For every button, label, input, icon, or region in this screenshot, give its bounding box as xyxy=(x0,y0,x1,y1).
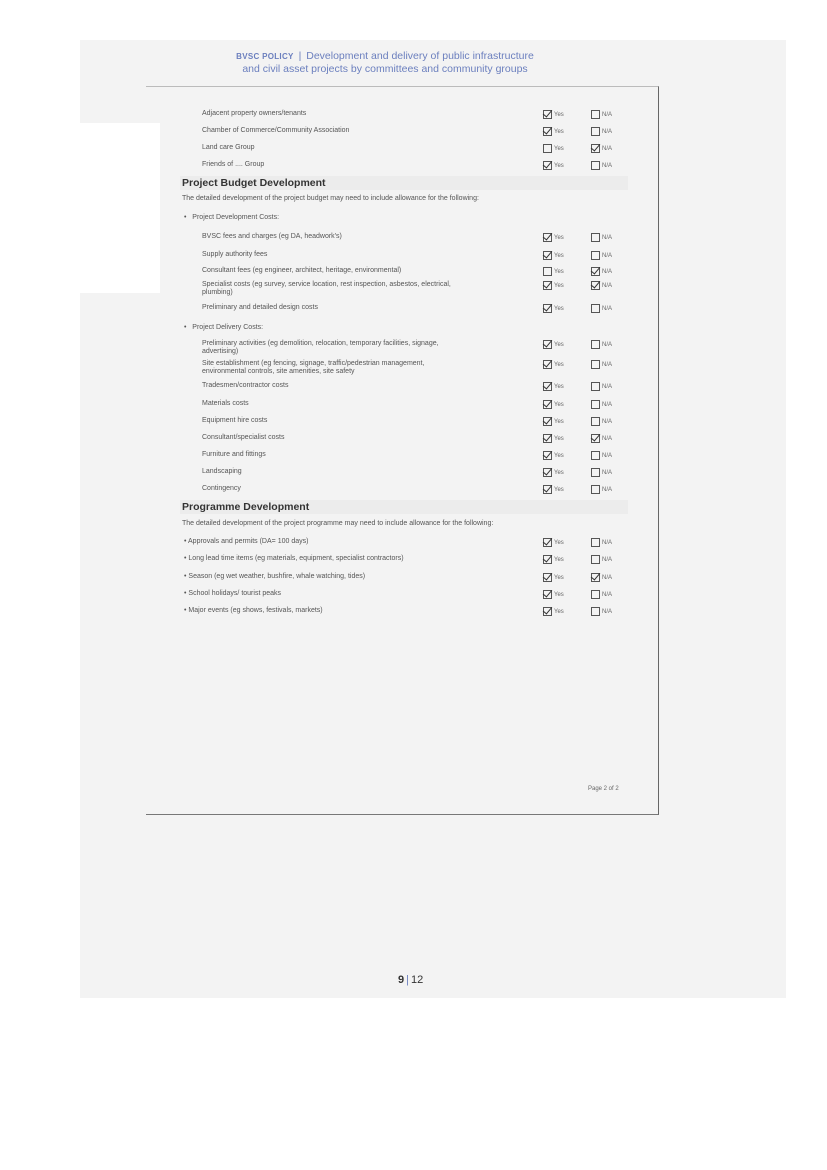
checkbox-box[interactable] xyxy=(543,144,552,153)
row-label xyxy=(184,607,323,615)
row-label-text: Preliminary and detailed design costs xyxy=(202,304,318,311)
na-label: N/A xyxy=(602,487,613,494)
row-label-text: Landscaping xyxy=(202,468,242,475)
na-label: N/A xyxy=(602,384,613,391)
checkbox-box[interactable] xyxy=(591,267,600,276)
checkbox-box[interactable] xyxy=(543,110,552,119)
checkbox-box[interactable] xyxy=(591,538,600,547)
checkbox-box[interactable] xyxy=(543,590,552,599)
yes-label: Yes xyxy=(554,540,564,547)
na-label: N/A xyxy=(602,402,613,409)
checkbox-box[interactable] xyxy=(591,400,600,409)
na-label: N/A xyxy=(602,609,613,616)
na-checkbox[interactable] xyxy=(591,127,612,136)
section-heading-budget: Project Budget Development xyxy=(180,176,628,190)
row-label xyxy=(202,267,401,275)
checkbox-box[interactable] xyxy=(543,468,552,477)
yes-label: Yes xyxy=(554,436,564,443)
yes-checkbox[interactable] xyxy=(543,485,564,494)
delivery-costs-heading: • Project Delivery Costs: xyxy=(184,324,264,331)
dev-costs-heading: • Project Development Costs: xyxy=(184,214,280,221)
na-checkbox[interactable] xyxy=(591,267,612,276)
row-label-text: Tradesmen/contractor costs xyxy=(202,382,289,389)
checkbox-box[interactable] xyxy=(591,607,600,616)
yes-label: Yes xyxy=(554,487,564,494)
yes-checkbox[interactable] xyxy=(543,451,564,460)
yes-checkbox[interactable] xyxy=(543,267,564,276)
row-label-text: School holidays/ tourist peaks xyxy=(188,590,282,597)
na-checkbox[interactable] xyxy=(591,538,612,547)
checkbox-box[interactable] xyxy=(591,161,600,170)
na-checkbox[interactable] xyxy=(591,340,612,349)
row-label xyxy=(202,382,289,390)
na-checkbox[interactable] xyxy=(591,555,612,564)
row-label-text-line2: environmental controls, site amenities, site safety xyxy=(202,368,355,375)
checkbox-box[interactable] xyxy=(543,485,552,494)
yes-checkbox[interactable] xyxy=(543,233,564,242)
row-label xyxy=(202,451,266,459)
yes-checkbox[interactable] xyxy=(543,340,564,349)
na-checkbox[interactable] xyxy=(591,573,612,582)
na-label: N/A xyxy=(602,540,613,547)
yes-checkbox[interactable] xyxy=(543,573,564,582)
yes-checkbox[interactable] xyxy=(543,281,564,290)
na-checkbox[interactable] xyxy=(591,281,612,290)
row-label-text: Approvals and permits (DA= 100 days) xyxy=(188,538,309,545)
checkbox-box[interactable] xyxy=(591,144,600,153)
row-label xyxy=(202,110,306,118)
na-label: N/A xyxy=(602,146,613,153)
checkbox-box[interactable] xyxy=(543,607,552,616)
yes-checkbox[interactable] xyxy=(543,382,564,391)
na-checkbox[interactable] xyxy=(591,144,612,153)
na-label: N/A xyxy=(602,557,613,564)
row-label xyxy=(184,590,281,598)
na-label: N/A xyxy=(602,470,613,477)
row-label-text: Long lead time items (eg materials, equipment, specialist contractors) xyxy=(188,555,404,562)
na-checkbox[interactable] xyxy=(591,607,612,616)
row-label xyxy=(202,468,242,476)
yes-label: Yes xyxy=(554,592,564,599)
checkbox-box[interactable] xyxy=(591,360,600,369)
row-label xyxy=(202,127,349,135)
na-checkbox[interactable] xyxy=(591,360,612,369)
checkbox-box[interactable] xyxy=(543,267,552,276)
checkbox-box[interactable] xyxy=(591,468,600,477)
checkbox-box[interactable] xyxy=(591,434,600,443)
na-label: N/A xyxy=(602,575,613,582)
na-label: N/A xyxy=(602,269,613,276)
na-label: N/A xyxy=(602,253,613,260)
na-checkbox[interactable] xyxy=(591,233,612,242)
inner-page-footer: Page 2 of 2 xyxy=(588,786,619,792)
na-checkbox[interactable] xyxy=(591,251,612,260)
yes-checkbox[interactable] xyxy=(543,251,564,260)
na-label: N/A xyxy=(602,163,613,170)
checkbox-box[interactable] xyxy=(543,304,552,313)
na-label: N/A xyxy=(602,306,613,313)
checkbox-box[interactable] xyxy=(543,451,552,460)
current-page: 9 xyxy=(398,974,405,986)
checkbox-box[interactable] xyxy=(543,360,552,369)
row-label-text: Furniture and fittings xyxy=(202,451,266,458)
yes-checkbox[interactable] xyxy=(543,161,564,170)
yes-label: Yes xyxy=(554,362,564,369)
row-label xyxy=(202,417,267,425)
row-label xyxy=(184,555,404,563)
yes-label: Yes xyxy=(554,453,564,460)
yes-checkbox[interactable] xyxy=(543,110,564,119)
row-label-text: Consultant fees (eg engineer, architect, heritage, environmental) xyxy=(202,267,402,274)
na-label: N/A xyxy=(602,129,613,136)
checkbox-box[interactable] xyxy=(543,251,552,260)
checkbox-box[interactable] xyxy=(591,485,600,494)
checkbox-box[interactable] xyxy=(543,161,552,170)
yes-checkbox[interactable] xyxy=(543,400,564,409)
checkbox-box[interactable] xyxy=(543,538,552,547)
na-label: N/A xyxy=(602,362,613,369)
checkbox-box[interactable] xyxy=(591,233,600,242)
na-checkbox[interactable] xyxy=(591,304,612,313)
yes-checkbox[interactable] xyxy=(543,144,564,153)
na-label: N/A xyxy=(602,453,613,460)
document-header: BVSC POLICY | Development and delivery of public infrastructure and civil asset projects by committees and community groups xyxy=(150,50,620,76)
na-label: N/A xyxy=(602,112,613,119)
checkbox-box[interactable] xyxy=(591,417,600,426)
na-checkbox[interactable] xyxy=(591,382,612,391)
row-label-text: Supply authority fees xyxy=(202,251,268,258)
bullet: • xyxy=(184,573,189,580)
yes-label: Yes xyxy=(554,384,564,391)
na-checkbox[interactable] xyxy=(591,434,612,443)
checkbox-box[interactable] xyxy=(543,555,552,564)
yes-label: Yes xyxy=(554,129,564,136)
row-label-text: Materials costs xyxy=(202,400,249,407)
row-label xyxy=(202,340,439,356)
row-label-text: Equipment hire costs xyxy=(202,417,268,424)
checkbox-box[interactable] xyxy=(543,340,552,349)
na-checkbox[interactable] xyxy=(591,451,612,460)
na-label: N/A xyxy=(602,235,613,242)
programme-intro: The detailed development of the project programme may need to include allowance for the following: xyxy=(182,520,494,527)
yes-label: Yes xyxy=(554,163,564,170)
row-label-text: Major events (eg shows, festivals, markets) xyxy=(188,607,323,614)
checkbox-box[interactable] xyxy=(543,233,552,242)
checkbox-box[interactable] xyxy=(543,281,552,290)
na-checkbox[interactable] xyxy=(591,161,612,170)
row-label xyxy=(202,161,264,169)
row-label-text: Preliminary activities (eg demolition, relocation, temporary facilities, signage, xyxy=(202,340,439,347)
checkbox-box[interactable] xyxy=(591,110,600,119)
budget-intro: The detailed development of the project budget may need to include allowance for the following: xyxy=(182,195,479,202)
bullet: • xyxy=(184,555,189,562)
row-label-text: Friends of .... Group xyxy=(202,161,265,168)
checkbox-box[interactable] xyxy=(543,382,552,391)
row-label xyxy=(202,233,342,241)
yes-checkbox[interactable] xyxy=(543,434,564,443)
row-label-text: Consultant/specialist costs xyxy=(202,434,285,441)
yes-checkbox[interactable] xyxy=(543,360,564,369)
na-label: N/A xyxy=(602,592,613,599)
na-label: N/A xyxy=(602,342,613,349)
na-checkbox[interactable] xyxy=(591,417,612,426)
yes-label: Yes xyxy=(554,342,564,349)
na-label: N/A xyxy=(602,283,613,290)
row-label xyxy=(202,281,451,297)
yes-label: Yes xyxy=(554,470,564,477)
header-title-line1: Development and delivery of public infrastructure xyxy=(306,50,534,62)
yes-checkbox[interactable] xyxy=(543,590,564,599)
checkbox-box[interactable] xyxy=(543,417,552,426)
row-label xyxy=(202,304,318,312)
yes-checkbox[interactable] xyxy=(543,304,564,313)
row-label xyxy=(202,251,267,259)
yes-label: Yes xyxy=(554,306,564,313)
na-checkbox[interactable] xyxy=(591,400,612,409)
row-label-text-line2: plumbing) xyxy=(202,289,233,296)
checkbox-box[interactable] xyxy=(591,382,600,391)
checkbox-box[interactable] xyxy=(591,127,600,136)
row-label xyxy=(184,538,308,546)
yes-label: Yes xyxy=(554,283,564,290)
na-checkbox[interactable] xyxy=(591,590,612,599)
checkbox-box[interactable] xyxy=(543,573,552,582)
na-checkbox[interactable] xyxy=(591,110,612,119)
row-label-text: Specialist costs (eg survey, service location, rest inspection, asbestos, electrical, xyxy=(202,281,451,288)
yes-checkbox[interactable] xyxy=(543,538,564,547)
yes-checkbox[interactable] xyxy=(543,607,564,616)
checkbox-box[interactable] xyxy=(591,304,600,313)
row-label-text: Contingency xyxy=(202,485,241,492)
na-label: N/A xyxy=(602,419,613,426)
yes-checkbox[interactable] xyxy=(543,417,564,426)
bullet: • xyxy=(184,607,189,614)
row-label xyxy=(202,485,241,493)
yes-checkbox[interactable] xyxy=(543,555,564,564)
yes-label: Yes xyxy=(554,557,564,564)
checkbox-box[interactable] xyxy=(591,281,600,290)
na-label: N/A xyxy=(602,436,613,443)
yes-label: Yes xyxy=(554,269,564,276)
row-label xyxy=(202,360,424,376)
bullet: • xyxy=(184,538,189,545)
yes-checkbox[interactable] xyxy=(543,127,564,136)
row-label-text: Season (eg wet weather, bushfire, whale watching, tides) xyxy=(188,573,366,580)
checkbox-box[interactable] xyxy=(591,590,600,599)
row-label xyxy=(202,144,255,152)
yes-label: Yes xyxy=(554,112,564,119)
checkbox-box[interactable] xyxy=(591,573,600,582)
na-checkbox[interactable] xyxy=(591,468,612,477)
yes-label: Yes xyxy=(554,253,564,260)
yes-checkbox[interactable] xyxy=(543,468,564,477)
checkbox-box[interactable] xyxy=(591,251,600,260)
checkbox-box[interactable] xyxy=(543,127,552,136)
bullet: • xyxy=(184,590,189,597)
row-label-text: BVSC fees and charges (eg DA, headwork's) xyxy=(202,233,342,240)
row-label-text: Chamber of Commerce/Community Association xyxy=(202,127,350,134)
checkbox-box[interactable] xyxy=(543,400,552,409)
checkbox-box[interactable] xyxy=(591,340,600,349)
yes-label: Yes xyxy=(554,235,564,242)
header-title-line2: and civil asset projects by committees and community groups xyxy=(242,63,528,75)
row-label xyxy=(202,434,284,442)
yes-label: Yes xyxy=(554,146,564,153)
row-label-text: Site establishment (eg fencing, signage, traffic/pedestrian management, xyxy=(202,360,425,367)
yes-label: Yes xyxy=(554,609,564,616)
section-heading-programme: Programme Development xyxy=(180,500,628,514)
yes-label: Yes xyxy=(554,575,564,582)
total-pages: 12 xyxy=(410,974,424,986)
brand-label: BVSC POLICY xyxy=(236,52,294,61)
row-label-text: Land care Group xyxy=(202,144,255,151)
checkbox-box[interactable] xyxy=(591,451,600,460)
yes-label: Yes xyxy=(554,402,564,409)
row-label xyxy=(184,573,365,581)
page-number: 9 | 12 xyxy=(398,974,424,986)
na-checkbox[interactable] xyxy=(591,485,612,494)
yes-label: Yes xyxy=(554,419,564,426)
row-label-text-line2: advertising) xyxy=(202,348,239,355)
checkbox-box[interactable] xyxy=(543,434,552,443)
checkbox-box[interactable] xyxy=(591,555,600,564)
row-label xyxy=(202,400,249,408)
row-label-text: Adjacent property owners/tenants xyxy=(202,110,307,117)
